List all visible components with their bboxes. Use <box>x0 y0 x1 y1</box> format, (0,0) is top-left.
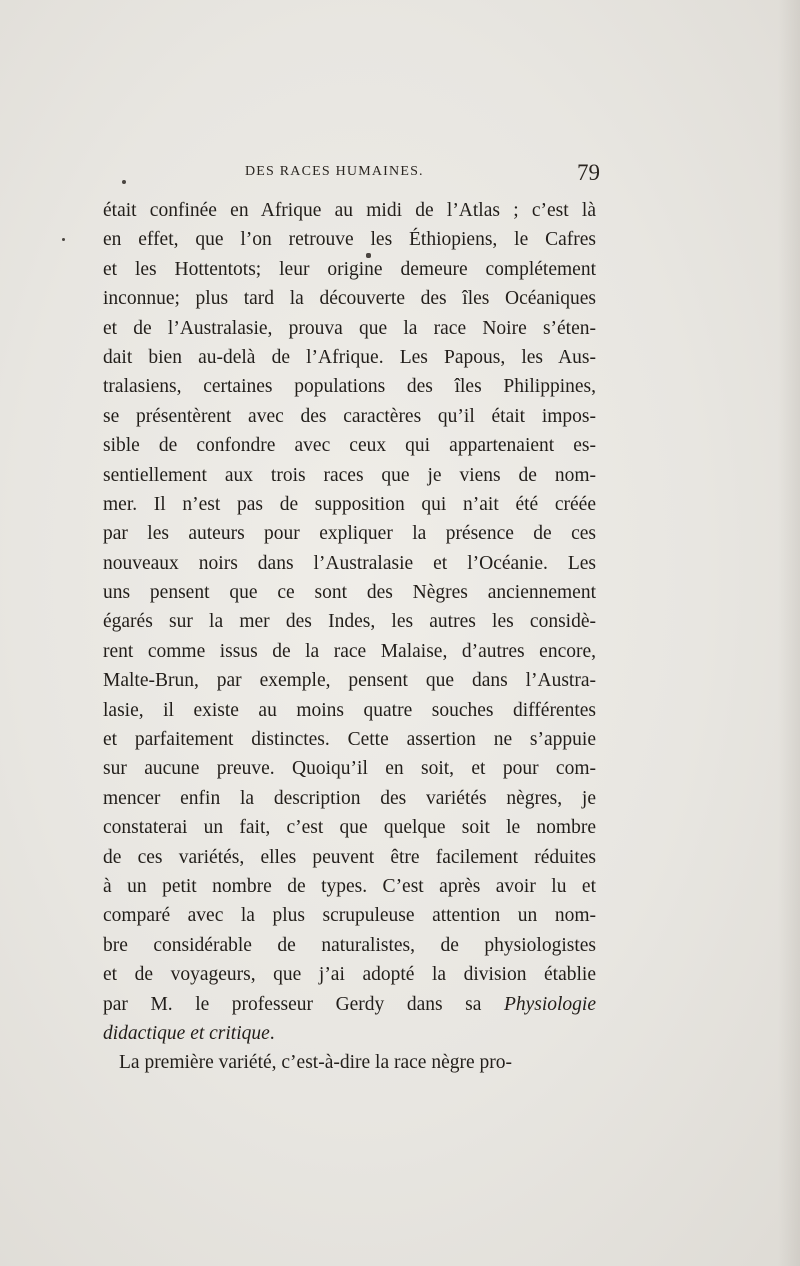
text-line: sur aucune preuve. Quoiqu’il en soit, et pour com- <box>103 758 596 780</box>
ink-speck <box>366 253 371 258</box>
page-gutter-shadow <box>778 0 800 1266</box>
running-head: DES RACES HUMAINES. <box>245 164 424 179</box>
text-line: était confinée en Afrique au midi de l’Atlas ; c’est là <box>103 200 596 221</box>
text-line: tralasiens, certaines populations des îles Philippines, <box>103 376 596 398</box>
text-fragment: par M. le professeur Gerdy dans sa <box>103 993 482 1015</box>
page-number: 79 <box>577 160 600 185</box>
text-line: constaterai un fait, c’est que quelque soit le nombre <box>103 817 596 839</box>
page-header <box>245 160 600 190</box>
text-line: et parfaitement distinctes. Cette assertion ne s’appuie <box>103 729 596 751</box>
text-line: égarés sur la mer des Indes, les autres les considè- <box>103 611 596 633</box>
text-fragment: . <box>269 1022 275 1044</box>
text-line: dait bien au-delà de l’Afrique. Les Papous, les Aus- <box>103 346 596 368</box>
ink-speck <box>62 238 65 241</box>
text-line: de ces variétés, elles peuvent être facilement réduites <box>103 846 596 868</box>
text-line: et de voyageurs, que j’ai adopté la division établie <box>103 964 596 986</box>
text-line: nouveaux noirs dans l’Australasie et l’Océanie. Les <box>103 552 596 574</box>
text-line: sentiellement aux trois races que je viens de nom- <box>103 464 596 486</box>
ink-speck <box>122 180 126 184</box>
text-line: mencer enfin la description des variétés nègres, je <box>103 787 596 809</box>
body-paragraph <box>103 196 596 1078</box>
text-line: bre considérable de naturalistes, de physiologistes <box>103 934 596 956</box>
text-line: se présentèrent avec des caractères qu’il était impos- <box>103 405 596 427</box>
text-line-with-italic <box>103 1019 596 1048</box>
text-line: lasie, il existe au moins quatre souches différentes <box>103 699 596 721</box>
text-line: sible de confondre avec ceux qui appartenaient es- <box>103 435 596 457</box>
text-line: en effet, que l’on retrouve les Éthiopiens, le Cafres <box>103 229 596 251</box>
text-line: uns pensent que ce sont des Nègres anciennement <box>103 582 596 604</box>
text-line: Malte-Brun, par exemple, pensent que dans l’Austra- <box>103 670 596 692</box>
text-line: rent comme issus de la race Malaise, d’autres encore, <box>103 640 596 662</box>
text-line: et de l’Australasie, prouva que la race Noire s’éten- <box>103 317 596 339</box>
text-line: à un petit nombre de types. C’est après avoir lu et <box>103 875 596 897</box>
italic-book-title: didactique et critique <box>103 1022 270 1044</box>
text-line: et les Hottentots; leur origine demeure complétement <box>103 258 596 280</box>
text-line-with-italic <box>103 990 596 1019</box>
text-line: comparé avec la plus scrupuleuse attention un nom- <box>103 905 596 927</box>
italic-book-title: Physiologie <box>503 993 597 1015</box>
paragraph-first-line: La première variété, c’est-à-dire la race nègre pro- <box>119 1052 512 1074</box>
text-line: par les auteurs pour expliquer la présence de ces <box>103 523 596 545</box>
text-line: mer. Il n’est pas de supposition qui n’ait été créée <box>103 493 596 515</box>
text-line: inconnue; plus tard la découverte des îles Océaniques <box>103 288 596 310</box>
